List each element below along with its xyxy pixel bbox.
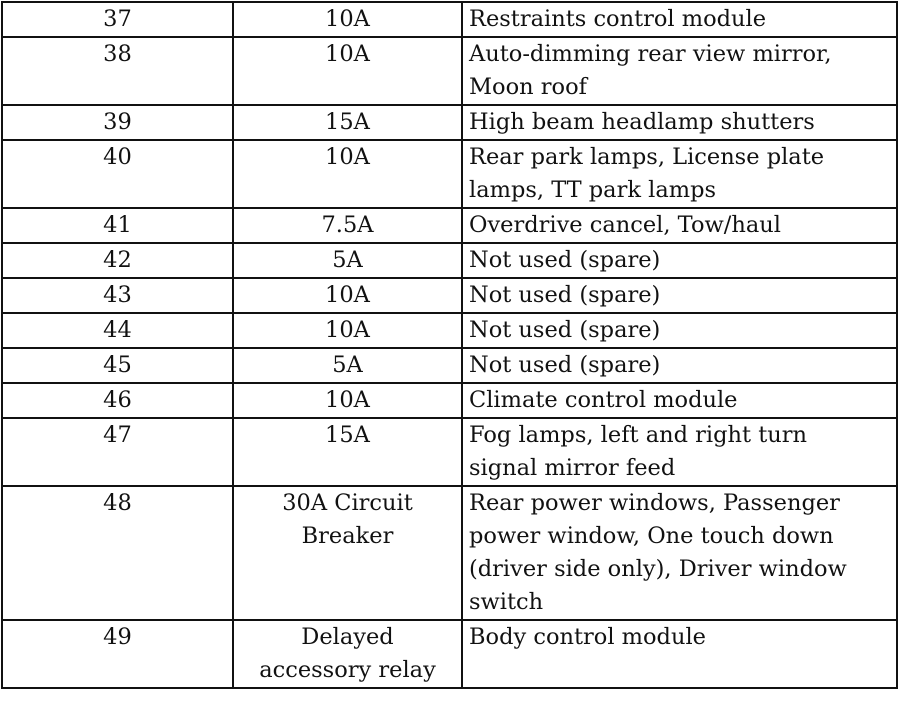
circuits-protected: Not used (spare)	[462, 348, 897, 383]
circuits-protected: Overdrive cancel, Tow/haul	[462, 208, 897, 243]
circuits-protected: Not used (spare)	[462, 313, 897, 348]
amp-rating: 30A Circuit Breaker	[233, 486, 462, 620]
fuse-number: 44	[2, 313, 233, 348]
amp-rating: 15A	[233, 105, 462, 140]
fuse-number: 37	[2, 2, 233, 37]
table-row	[2, 383, 897, 418]
table-row	[2, 620, 897, 688]
fuse-number: 46	[2, 383, 233, 418]
fuse-number: 38	[2, 37, 233, 105]
circuits-protected: Not used (spare)	[462, 278, 897, 313]
amp-rating: Delayed accessory relay	[233, 620, 462, 688]
fuse-number: 39	[2, 105, 233, 140]
fuse-number: 48	[2, 486, 233, 620]
circuits-protected: Not used (spare)	[462, 243, 897, 278]
circuits-protected: High beam headlamp shutters	[462, 105, 897, 140]
table-row	[2, 37, 897, 105]
amp-rating: 7.5A	[233, 208, 462, 243]
fuse-number: 47	[2, 418, 233, 486]
circuits-protected: Fog lamps, left and right turn signal mirror feed	[462, 418, 897, 486]
table-row	[2, 418, 897, 486]
fuse-number: 49	[2, 620, 233, 688]
table-row	[2, 208, 897, 243]
circuits-protected: Restraints control module	[462, 2, 897, 37]
table-row	[2, 2, 897, 37]
fuse-number: 42	[2, 243, 233, 278]
amp-rating: 5A	[233, 243, 462, 278]
fuse-table	[1, 1, 898, 689]
table-row	[2, 486, 897, 620]
table-row	[2, 243, 897, 278]
amp-rating: 10A	[233, 2, 462, 37]
fuse-number: 43	[2, 278, 233, 313]
table-row	[2, 348, 897, 383]
fuse-number: 40	[2, 140, 233, 208]
amp-rating: 10A	[233, 140, 462, 208]
table-row	[2, 105, 897, 140]
amp-rating: 10A	[233, 313, 462, 348]
circuits-protected: Body control module	[462, 620, 897, 688]
amp-rating: 10A	[233, 383, 462, 418]
amp-rating: 5A	[233, 348, 462, 383]
circuits-protected: Rear power windows, Passenger power window, One touch down (driver side only), Driver window switch	[462, 486, 897, 620]
circuits-protected: Rear park lamps, License plate lamps, TT park lamps	[462, 140, 897, 208]
amp-rating: 15A	[233, 418, 462, 486]
amp-rating: 10A	[233, 278, 462, 313]
fuse-number: 41	[2, 208, 233, 243]
table-row	[2, 313, 897, 348]
circuits-protected: Auto-dimming rear view mirror, Moon roof	[462, 37, 897, 105]
table-row	[2, 140, 897, 208]
circuits-protected: Climate control module	[462, 383, 897, 418]
amp-rating: 10A	[233, 37, 462, 105]
fuse-number: 45	[2, 348, 233, 383]
table-row	[2, 278, 897, 313]
